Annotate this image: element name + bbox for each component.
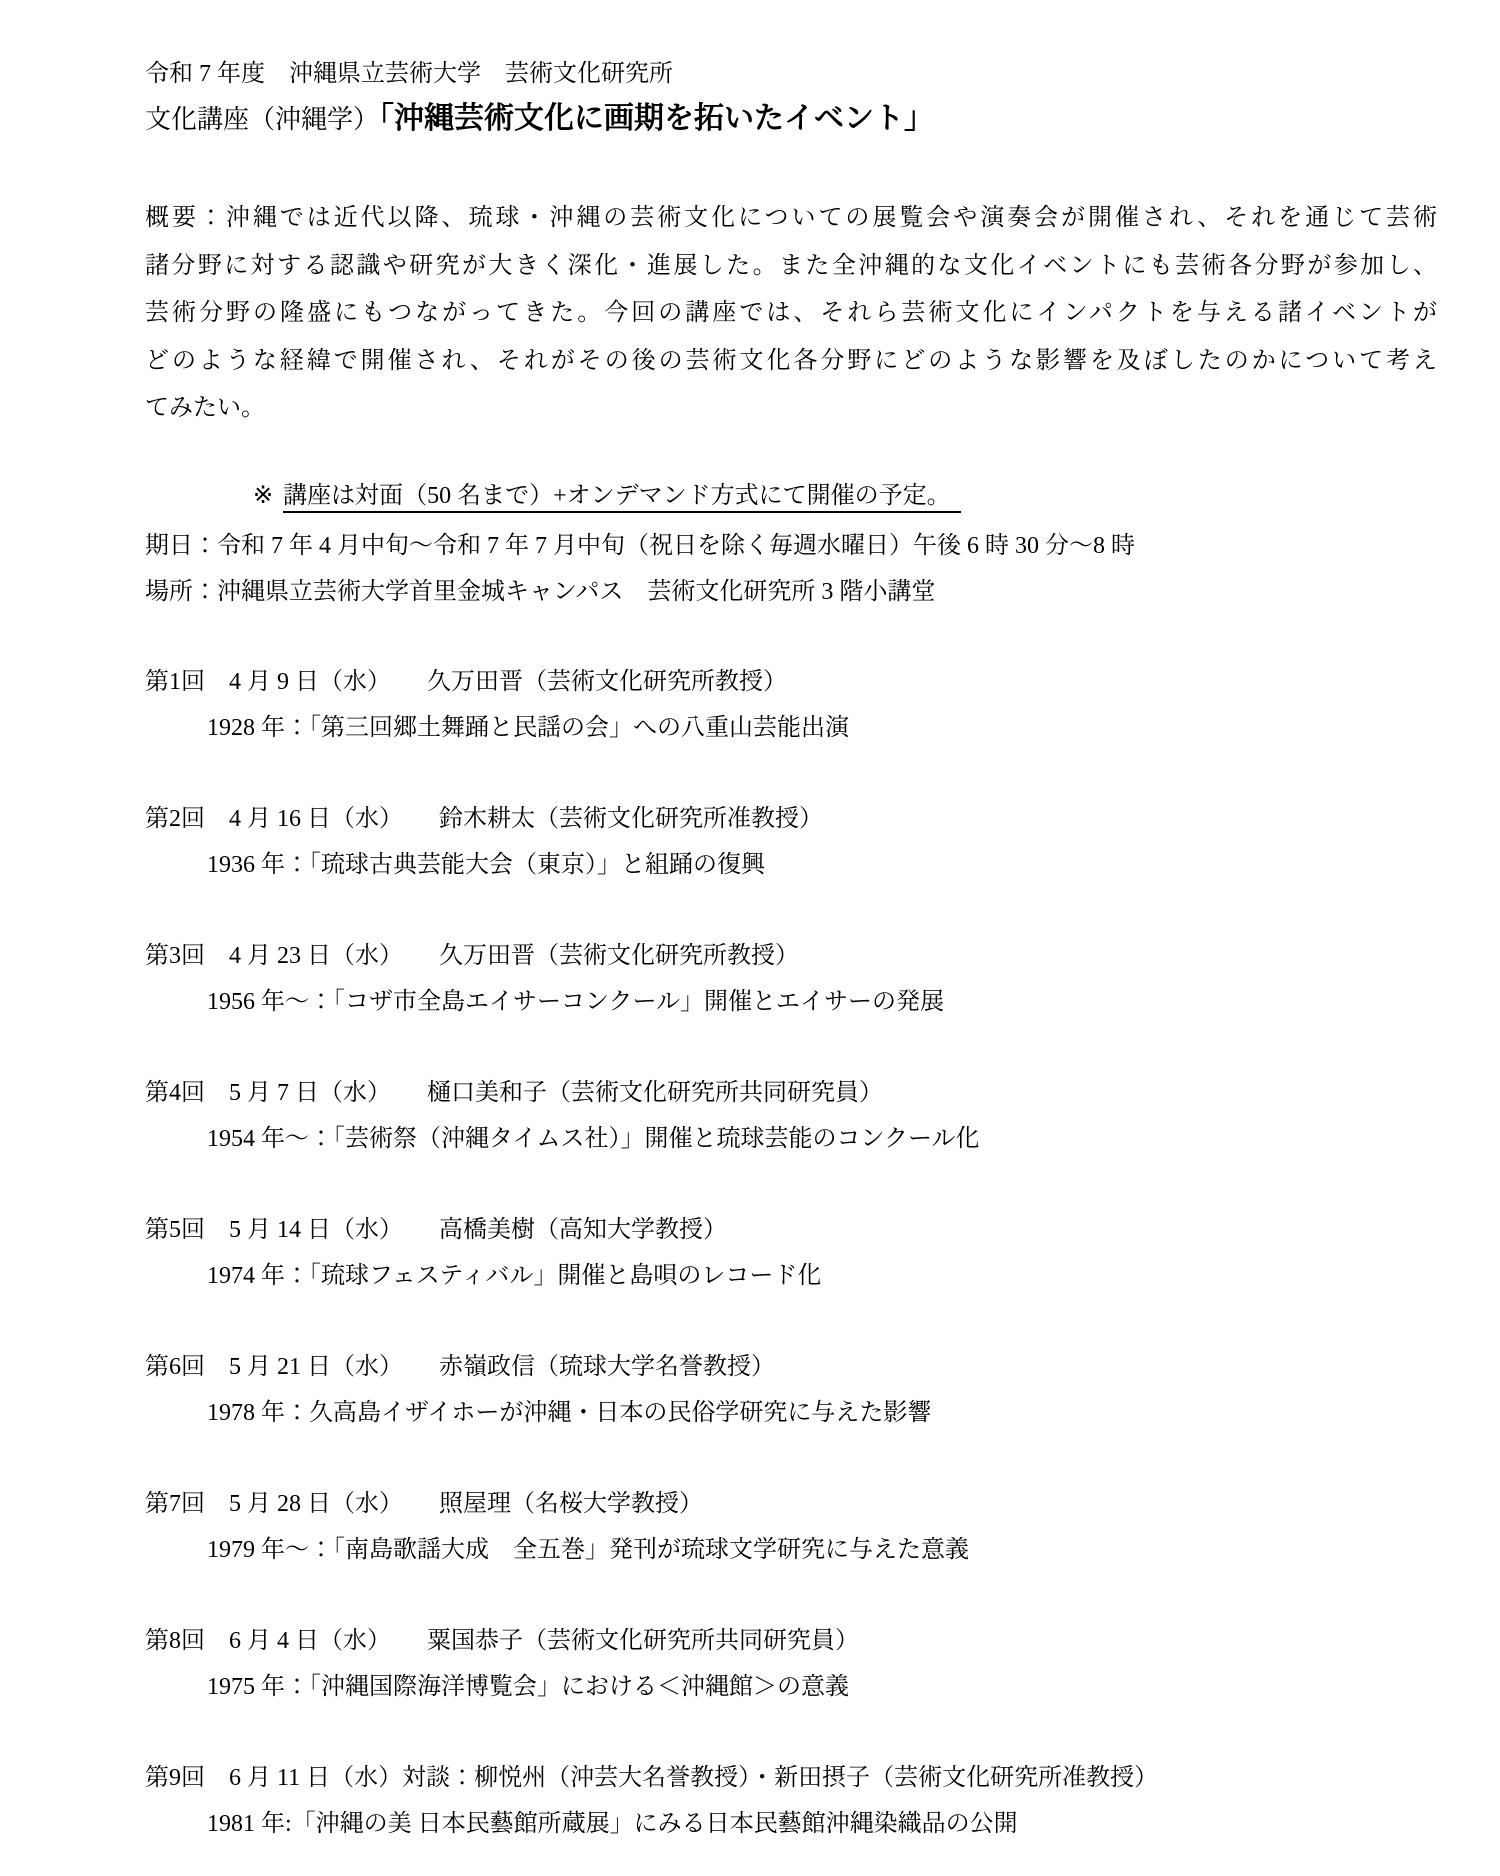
note-line (253, 481, 1437, 511)
schedule-meta (145, 523, 1437, 615)
session-block (145, 1755, 1437, 1847)
session-block (145, 933, 1437, 1025)
overview-line: てみたい。 (145, 395, 265, 421)
session-header: 第8回 6 月 4 日（水） 粟国恭子（芸術文化研究所共同研究員） (145, 1627, 859, 1654)
overview-line: どのような経緯で開催され、それがその後の芸術文化各分野にどのような影響を及ぼしたのかについて考え (145, 347, 1437, 374)
session-block (145, 1070, 1437, 1162)
session-header: 第9回 6 月 11 日（水）対談：柳悦州（沖芸大名誉教授）・新田摂子（芸術文化研究所准教授） (145, 1764, 1159, 1791)
date-line: 期日：令和 7 年 4 月中旬～令和 7 年 7 月中旬（祝日を除く毎週水曜日）午後 6 時 30 分～8 時 (145, 532, 1135, 559)
note-text: 講座は対面（50 名まで）+オンデマンド方式にて開催の予定。 (283, 483, 961, 513)
session-topic: 1975 年：「沖縄国際海洋博覧会」における＜沖縄館＞の意義 (207, 1673, 849, 1700)
overview-line: 諸分野に対する認識や研究が大きく深化・進展した。また全沖縄的な文化イベントにも芸術各分野が参加し、 (145, 252, 1437, 279)
session-header: 第3回 4 月 23 日（水） 久万田晋（芸術文化研究所教授） (145, 942, 799, 969)
note-marker: ※ (253, 482, 274, 509)
course-title-main: 「沖縄芸術文化に画期を拓いたイベント」 (379, 102, 935, 135)
session-topic: 1978 年：久高島イザイホーが沖縄・日本の民俗学研究に与えた影響 (207, 1399, 932, 1426)
session-block (145, 659, 1437, 751)
course-title-prefix: 文化講座（沖縄学） (145, 105, 380, 134)
overview-paragraph (145, 195, 1437, 433)
session-header: 第4回 5 月 7 日（水） 樋口美和子（芸術文化研究所共同研究員） (145, 1079, 883, 1106)
session-topic: 1981 年:「沖縄の美 日本民藝館所蔵展」にみる日本民藝館沖縄染織品の公開 (207, 1810, 1018, 1837)
overview-line: 概要：沖縄では近代以降、琉球・沖縄の芸術文化についての展覧会や演奏会が開催され、それを通じて芸術 (145, 205, 1437, 231)
org-header: 令和 7 年度 沖縄県立芸術大学 芸術文化研究所 (145, 61, 673, 87)
overview-line: 芸術分野の隆盛にもつながってきた。今回の講座では、それら芸術文化にインパクトを与える諸イベントが (145, 300, 1437, 326)
session-block (145, 796, 1437, 888)
session-topic: 1954 年～：「芸術祭（沖縄タイムス社）」開催と琉球芸能のコンクール化 (207, 1125, 980, 1152)
place-line: 場所：沖縄県立芸術大学首里金城キャンパス 芸術文化研究所 3 階小講堂 (145, 578, 936, 605)
session-block (145, 1207, 1437, 1299)
session-header: 第5回 5 月 14 日（水） 高橋美樹（高知大学教授） (145, 1216, 727, 1243)
session-header: 第2回 4 月 16 日（水） 鈴木耕太（芸術文化研究所准教授） (145, 805, 823, 832)
session-list (145, 659, 1437, 1847)
session-header: 第7回 5 月 28 日（水） 照屋理（名桜大学教授） (145, 1490, 703, 1517)
session-topic: 1974 年：「琉球フェスティバル」開催と島唄のレコード化 (207, 1262, 822, 1289)
session-block (145, 1618, 1437, 1710)
session-topic: 1979 年～：「南島歌謡大成 全五巻」発刊が琉球文学研究に与えた意義 (207, 1536, 969, 1563)
session-topic: 1936 年：「琉球古典芸能大会（東京）」と組踊の復興 (207, 851, 765, 878)
course-title (145, 98, 1437, 145)
session-topic: 1956 年～：「コザ市全島エイサーコンクール」開催とエイサーの発展 (207, 988, 945, 1015)
session-header: 第6回 5 月 21 日（水） 赤嶺政信（琉球大学名誉教授） (145, 1353, 775, 1380)
session-block (145, 1481, 1437, 1573)
session-header: 第1回 4 月 9 日（水） 久万田晋（芸術文化研究所教授） (145, 668, 787, 695)
session-block (145, 1344, 1437, 1436)
session-topic: 1928 年：「第三回郷土舞踊と民謡の会」への八重山芸能出演 (207, 714, 849, 741)
